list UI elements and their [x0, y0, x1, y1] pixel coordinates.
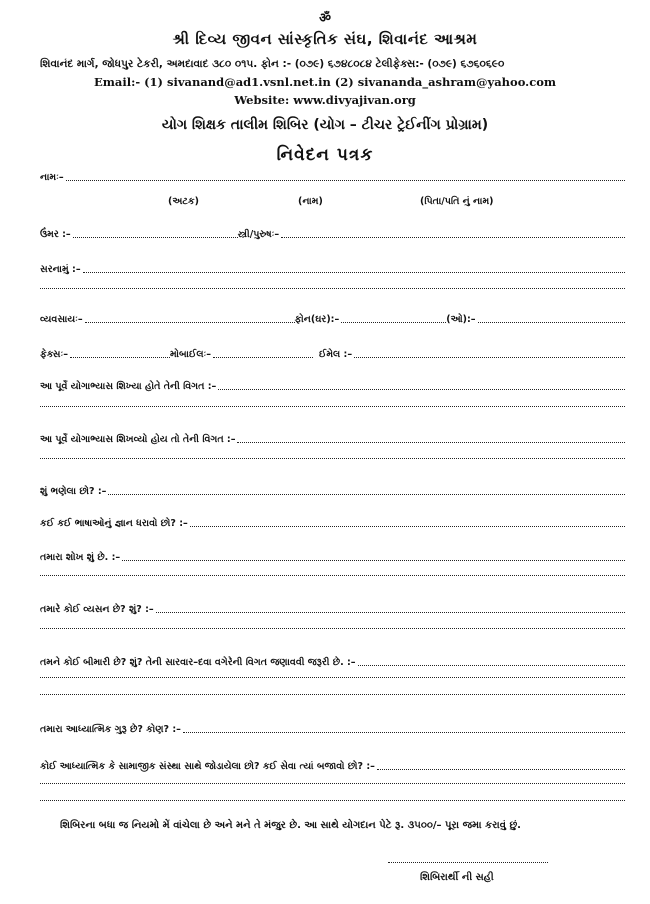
- email-field[interactable]: [354, 357, 625, 358]
- organization-row: [40, 761, 625, 772]
- surname-caption: (અટક): [168, 196, 199, 207]
- organization-name: શ્રી દિવ્ય જીવન સાંસ્કૃતિક સંઘ, શિવાનંદ આશ્રમ: [172, 30, 478, 48]
- organization-field-line-2[interactable]: [40, 783, 625, 784]
- program-title: યોગ શિક્ષક તાલીમ શિબિર (યોગ – ટીચર ટ્રેઈનીંગ પ્રોગ્રામ): [161, 117, 489, 133]
- prior-taught-label: આ પૂર્વે યોગાભ્યાસ શિખવ્યો હોય તો તેની વિગત :–: [40, 434, 236, 445]
- guru-row: [40, 724, 625, 735]
- prior-learned-field-line-2[interactable]: [40, 406, 625, 407]
- addiction-label: તમારે કોઈ વ્યસન છે? શું? :–: [40, 604, 154, 615]
- om-symbol: ॐ: [319, 11, 331, 26]
- address-field[interactable]: [83, 272, 625, 273]
- phone-office-label: (ઓ):–: [446, 314, 476, 325]
- prior-taught-field[interactable]: [237, 442, 625, 443]
- signature-label: શિબિરાર્થી ની સહી: [420, 872, 494, 883]
- guru-field[interactable]: [183, 732, 625, 733]
- addiction-row: [40, 604, 625, 615]
- languages-row: [40, 518, 625, 529]
- form-title: નિવેદન પત્રક: [276, 145, 374, 165]
- organization-website: Website: www.divyajivan.org: [234, 93, 416, 107]
- age-label: ઉંમર :–: [40, 229, 71, 240]
- addiction-field[interactable]: [156, 612, 625, 613]
- father-name-caption: (પિતા/પતિ નું નામ): [420, 196, 494, 207]
- studied-row: [40, 486, 625, 497]
- phone-office-field[interactable]: [478, 322, 625, 323]
- prior-learned-label: આ પૂર્વે યોગાભ્યાસ શિખ્યા હોતે તેની વિગત :–: [40, 381, 217, 392]
- languages-field[interactable]: [190, 526, 625, 527]
- illness-label: તમને કોઈ બીમારી છે? શું? તેની સારવાર–દવા વગેરેની વિગત જણાવવી જરૂરી છે. :–: [40, 657, 356, 668]
- declaration-text: શિબિરના બધા જ નિયમો મેં વાંચેલા છે અને મને તે મંજુર છે. આ સાથે યોગદાન પેટે રૂ. ૩૫૦૦/– પૂરા જમા કરાવું છું.: [60, 820, 521, 831]
- illness-row: [40, 657, 625, 668]
- studied-field[interactable]: [108, 494, 625, 495]
- fax-mobile-email-row: [40, 349, 625, 360]
- phone-home-field[interactable]: [341, 322, 446, 323]
- organization-email: Email:- (1) sivanand@ad1.vsnl.net.in (2) sivananda_ashram@yahoo.com: [93, 75, 557, 89]
- organization-field[interactable]: [377, 769, 625, 770]
- occupation-field[interactable]: [85, 322, 295, 323]
- hobbies-label: તમારા શોખ શું છે. :–: [40, 552, 121, 563]
- hobbies-field-line-2[interactable]: [40, 575, 625, 576]
- prior-taught-row: [40, 434, 625, 445]
- address-row: [40, 264, 625, 275]
- prior-learned-field[interactable]: [218, 389, 625, 390]
- address-label: સરનામું :–: [40, 264, 81, 275]
- guru-label: તમારા આધ્યાત્મિક ગુરૂ છે? કોણ? :–: [40, 724, 181, 735]
- hobbies-field[interactable]: [122, 560, 625, 561]
- age-gender-row: [40, 229, 625, 240]
- occupation-phone-row: [40, 314, 625, 325]
- occupation-label: વ્યવસાયઃ–: [40, 314, 83, 325]
- name-field[interactable]: [66, 180, 625, 181]
- email-label: ઈમેલ :–: [318, 349, 353, 360]
- hobbies-row: [40, 552, 625, 563]
- prior-learned-row: [40, 381, 625, 392]
- phone-home-label: ફોન(ઘર):–: [294, 314, 340, 325]
- illness-field[interactable]: [358, 665, 625, 666]
- given-name-caption: (નામ): [298, 196, 323, 207]
- addiction-field-line-2[interactable]: [40, 628, 625, 629]
- languages-label: કઈ કઈ ભાષાઓનું જ્ઞાન ધરાવો છો? :–: [40, 518, 188, 529]
- age-field[interactable]: [73, 237, 238, 238]
- illness-field-line-2[interactable]: [40, 677, 625, 678]
- gender-label: સ્ત્રી/પુરુષઃ–: [237, 229, 280, 240]
- name-row: [40, 172, 625, 183]
- prior-taught-field-line-2[interactable]: [40, 458, 625, 459]
- name-label: નામઃ–: [40, 172, 64, 183]
- fax-field[interactable]: [70, 357, 170, 358]
- fax-label: ફેક્સઃ–: [40, 349, 68, 360]
- signature-field[interactable]: [388, 862, 548, 863]
- mobile-field[interactable]: [213, 357, 313, 358]
- gender-field[interactable]: [281, 237, 625, 238]
- organization-field-line-3[interactable]: [40, 800, 625, 801]
- mobile-label: મોબાઈલઃ–: [169, 349, 211, 360]
- illness-field-line-3[interactable]: [40, 694, 625, 695]
- studied-label: શું ભણેલા છો? :–: [40, 486, 107, 497]
- organization-address: શિવાનંદ માર્ગ, જોધપુર ટેકરી, અમદાવાદ ૩૮૦ ૦૧૫. ફોન :- (૦૭૯) ૬૭૪૮૦૮૪ ટેલીફેક્સ:- (૦૭૯) ૬૭૬૦૬૯૦: [40, 58, 505, 70]
- address-field-line-2[interactable]: [40, 288, 625, 289]
- organization-label: કોઈ આધ્યાત્મિક કે સામાજીક સંસ્થા સાથે જોડાયેલા છો? કઈ સેવા ત્યાં બજાવો છો? :–: [40, 761, 375, 772]
